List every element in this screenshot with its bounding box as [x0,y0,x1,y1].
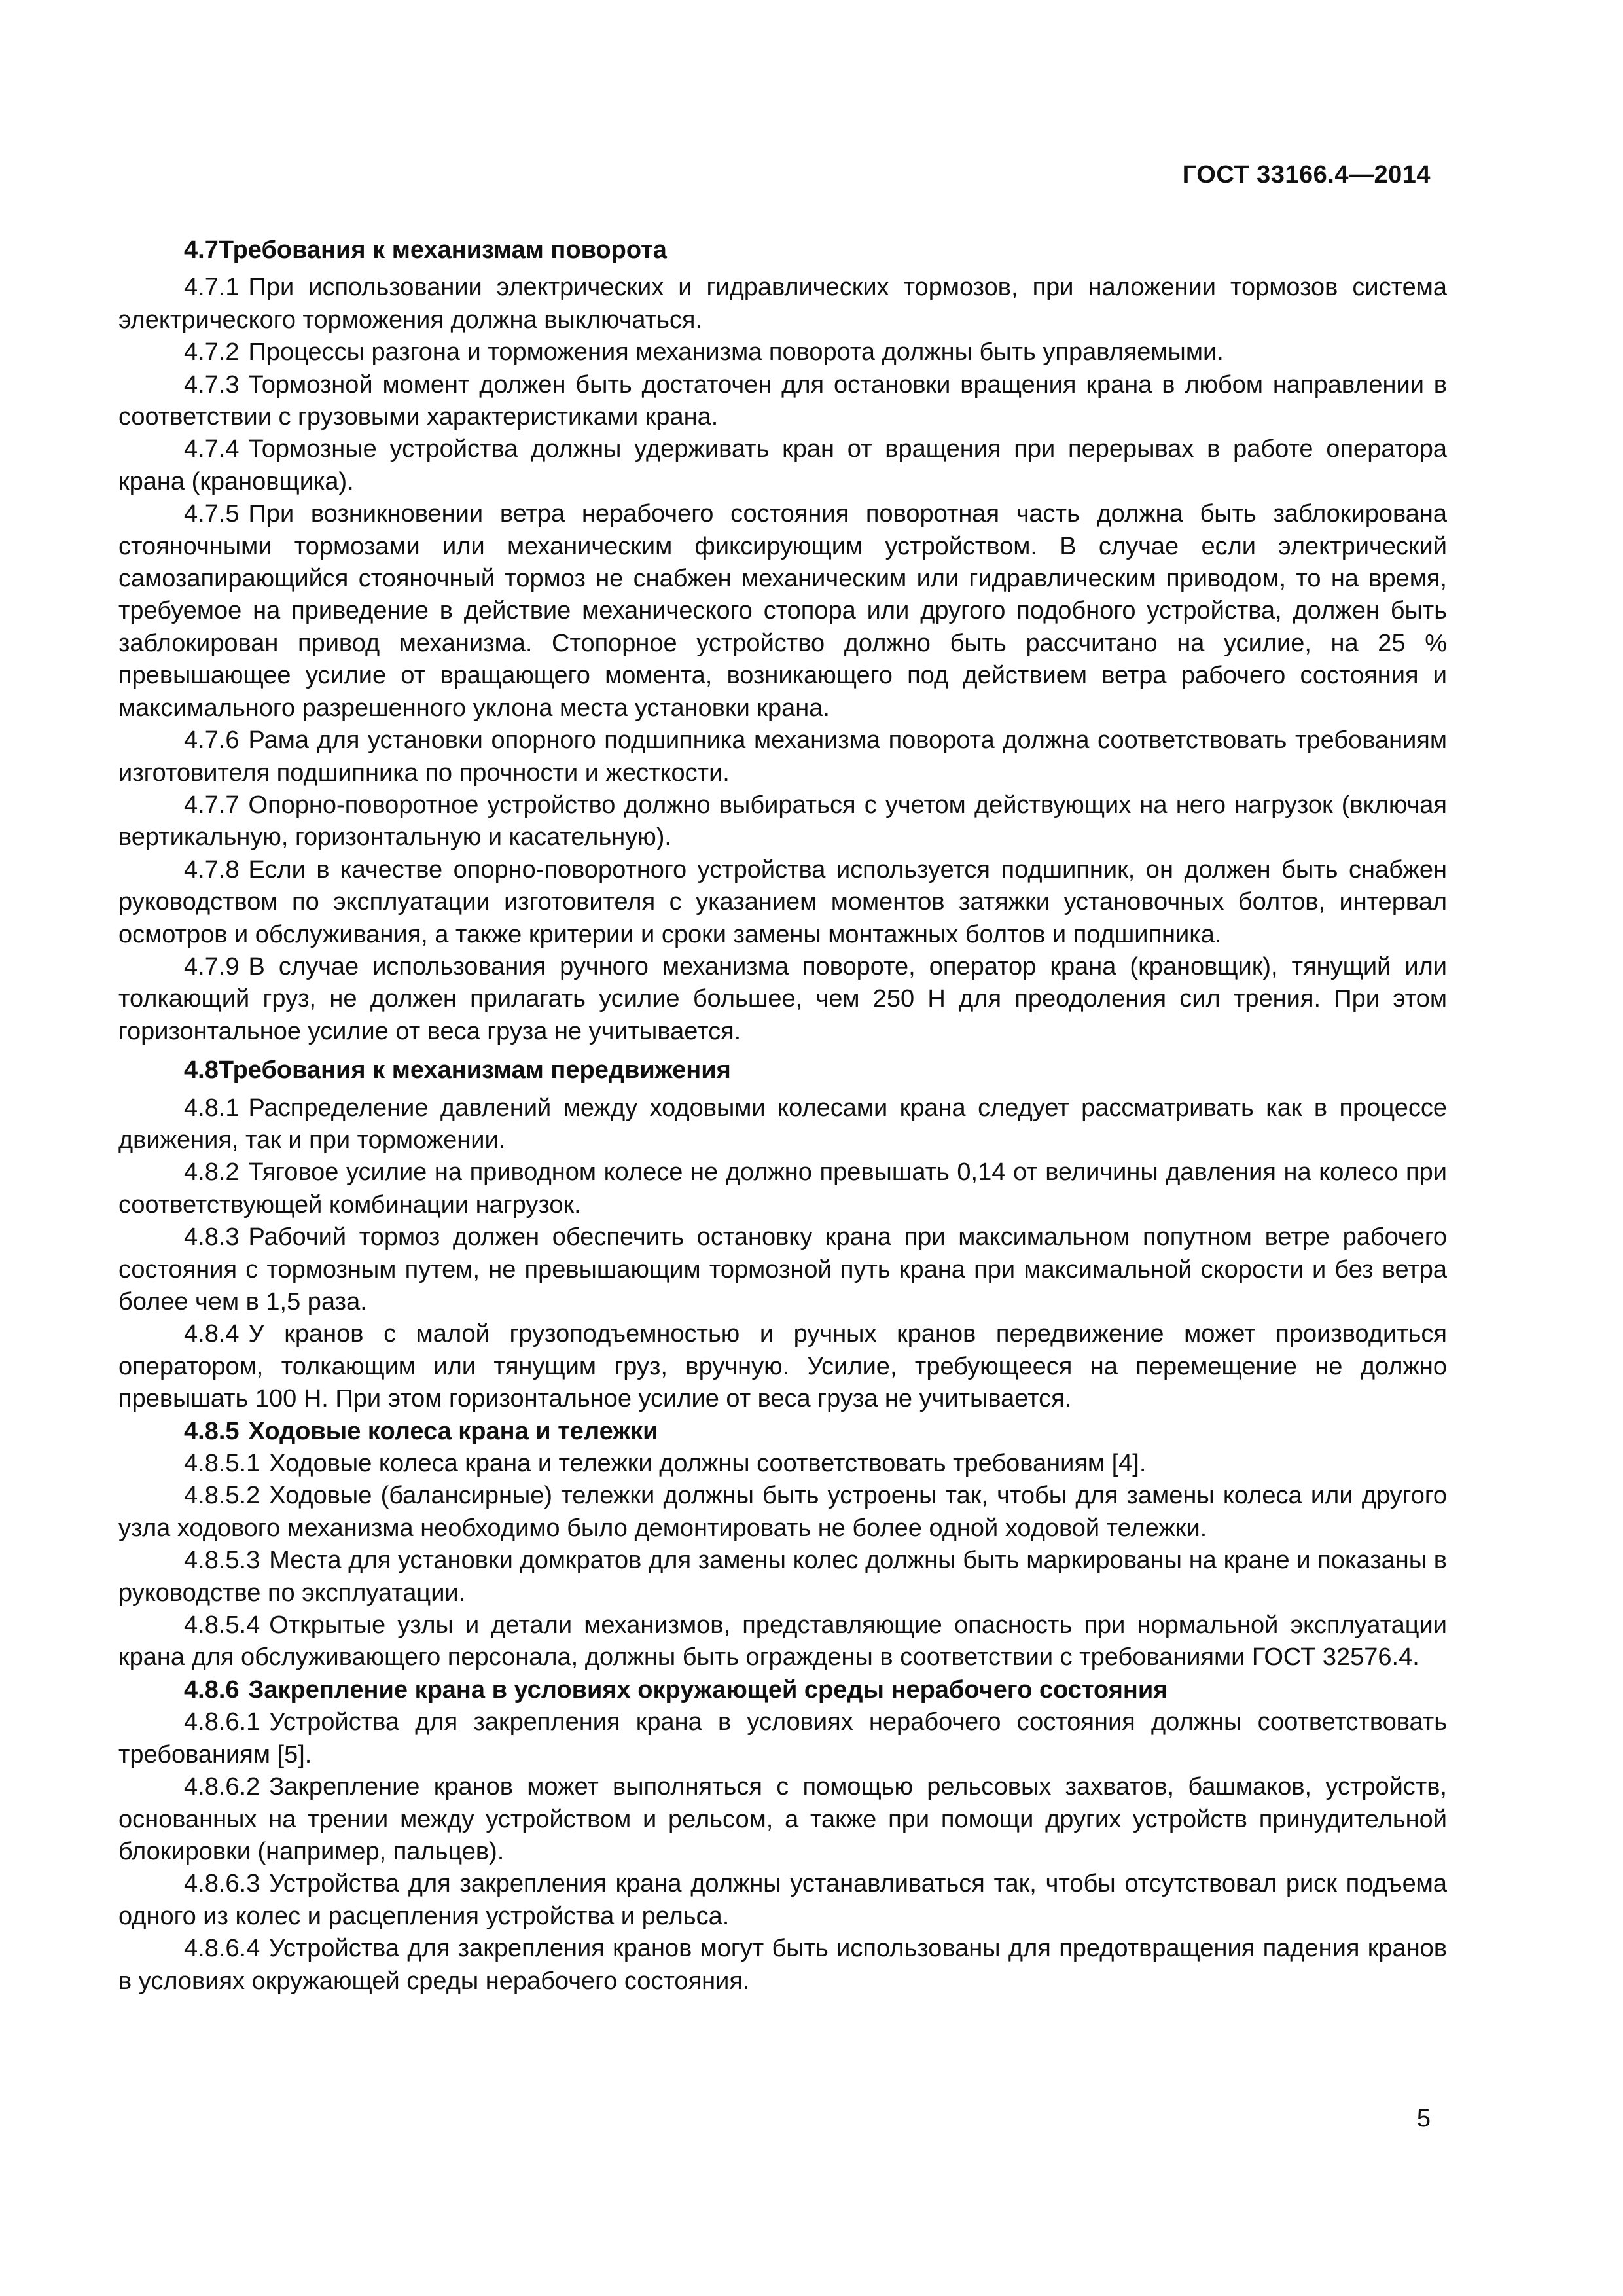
clause-number: 4.7.7 [184,791,240,819]
clause-paragraph [118,789,1447,854]
clause-paragraph [118,1480,1447,1545]
clause-text: Ходовые колеса крана и тележки [248,1417,658,1445]
clause-number: 4.7.1 [184,274,240,302]
clause-number: 4.8.6.3 [184,1870,260,1898]
clause-number: 4.7.6 [184,726,240,755]
clause-paragraph [118,951,1447,1048]
clause-paragraph [118,272,1447,336]
document-body [118,228,1447,1998]
clause-number: 4.8 [184,1056,219,1085]
clause-text: Требования к механизмам передвижения [218,1056,731,1085]
clause-number: 4.8.5.2 [184,1482,260,1510]
clause-text: Закрепление кранов может выполняться с помощью рельсовых захватов, башмаков, устройств, основанных на трении между устройством и рельсом, а также при помощи других устройств принудительной блокировки (например, пальцев). [118,1773,1447,1865]
clause-text: Устройства для закрепления крана в условиях нерабочего состояния должны соответствовать требованиям [5]. [118,1708,1447,1768]
clause-text: Тяговое усилие на приводном колесе не должно превышать 0,14 от величины давления на колесо при соответствующей комбинации нагрузок. [118,1158,1447,1219]
clause-number: 4.7 [184,236,219,264]
clause-text: Опорно-поворотное устройство должно выбираться с учетом действующих на него нагрузок (включая вертикальную, горизонтальную и касательную). [118,791,1447,852]
clause-number: 4.7.5 [184,500,240,528]
clause-number: 4.7.3 [184,370,240,399]
clause-number: 4.8.4 [184,1320,240,1348]
clause-text: Процессы разгона и торможения механизма поворота должны быть управляемыми. [248,338,1224,367]
clause-paragraph [118,498,1447,725]
clause-text: Устройства для закрепления крана должны устанавливаться так, чтобы отсутствовал риск подъема одного из колес и расцепления устройства и рельса. [118,1870,1447,1930]
clause-number: 4.8.3 [184,1223,240,1251]
section-heading [118,1054,1447,1086]
clause-text: Тормозной момент должен быть достаточен для остановки вращения крана в любом направлении в соответствии с грузовыми характеристиками крана. [118,370,1447,431]
clause-number: 4.7.2 [184,338,240,367]
clause-number: 4.8.1 [184,1094,240,1122]
clause-text: У кранов с малой грузоподъемностью и ручных кранов передвижение может производиться оператором, толкающим или тянущим груз, вручную. Усилие, требующееся на перемещение не должно превышать 100 Н. При этом горизонтальное усилие от веса груза не учитывается. [118,1320,1447,1413]
clause-text: Рама для установки опорного подшипника механизма поворота должна соответствовать требованиям изготовителя подшипника по прочности и жесткости. [118,726,1447,787]
clause-paragraph [118,1448,1447,1480]
clause-text: При возникновении ветра нерабочего состояния поворотная часть должна быть заблокирована стояночными тормозами или механическим фиксирующим устройством. В случае если электрический самозапирающийся стояночный тормоз не снабжен механическим или гидравлическим приводом, то на время, требуемое на приведение в действие механического стопора или другого подобного устройства, должен быть заблокирован привод механизма. Стопорное устройство должно быть рассчитано на усилие, на 25 % превышающее усилие от вращающего момента, возникающего под действием ветра рабочего состояния и максимального разрешенного уклона места установки крана. [118,500,1447,722]
clause-text: При использовании электрических и гидравлических тормозов, при наложении тормозов система электрического торможения должна выключаться. [118,274,1447,334]
clause-paragraph [118,369,1447,434]
clause-paragraph [118,1157,1447,1221]
clause-paragraph [118,725,1447,789]
clause-text: Если в качестве опорно-поворотного устройства используется подшипник, он должен быть снабжен руководством по эксплуатации изготовителя с указанием моментов затяжки установочных болтов, интервал осмотров и обслуживания, а также критерии и сроки замены монтажных болтов и подшипника. [118,855,1447,948]
clause-number: 4.7.8 [184,855,240,884]
clause-paragraph [118,1868,1447,1933]
subsection-heading [118,1416,1447,1448]
clause-paragraph [118,433,1447,498]
clause-paragraph [118,1609,1447,1674]
clause-text: Ходовые (балансирные) тележки должны быть устроены так, чтобы для замены колеса или другого узла ходового механизма необходимо было демонтировать не более одной ходовой тележки. [118,1482,1447,1542]
clause-number: 4.8.6.1 [184,1708,260,1736]
section-heading [118,234,1447,266]
clause-number: 4.7.9 [184,952,240,980]
document-standard-id: ГОСТ 33166.4—2014 [1182,161,1431,188]
clause-number: 4.8.6.4 [184,1935,260,1963]
clause-number: 4.8.5 [184,1417,240,1445]
clause-paragraph [118,1706,1447,1771]
clause-number: 4.7.4 [184,435,240,463]
clause-paragraph [118,336,1447,368]
clause-paragraph [118,1771,1447,1868]
clause-number: 4.8.6 [184,1676,240,1704]
clause-paragraph [118,1092,1447,1157]
clause-paragraph [118,1318,1447,1415]
clause-text: Устройства для закрепления кранов могут быть использованы для предотвращения падения кранов в условиях окружающей среды нерабочего состояния. [118,1935,1447,1995]
page-number: 5 [1416,2105,1431,2132]
clause-text: Ходовые колеса крана и тележки должны соответствовать требованиям [4]. [269,1450,1147,1478]
clause-text: Требования к механизмам поворота [218,236,667,264]
clause-text: В случае использования ручного механизма повороте, оператор крана (крановщик), тянущий или толкающий груз, не должен прилагать усилие большее, чем 250 Н для преодоления сил трения. При этом горизонтальное усилие от веса груза не учитывается. [118,952,1447,1045]
clause-text: Закрепление крана в условиях окружающей среды нерабочего состояния [248,1676,1168,1704]
clause-text: Тормозные устройства должны удерживать кран от вращения при перерывах в работе оператора крана (крановщика). [118,435,1447,495]
subsection-heading [118,1674,1447,1706]
clause-text: Распределение давлений между ходовыми колесами крана следует рассматривать как в процессе движения, так и при торможении. [118,1094,1447,1154]
clause-text: Открытые узлы и детали механизмов, представляющие опасность при нормальной эксплуатации крана для обслуживающего персонала, должны быть ограждены в соответствии с требованиями ГОСТ 32576.4. [118,1611,1447,1672]
clause-number: 4.8.6.2 [184,1773,260,1801]
clause-number: 4.8.2 [184,1158,240,1187]
clause-text: Рабочий тормоз должен обеспечить остановку крана при максимальном попутном ветре рабочего состояния с тормозным путем, не превышающим тормозной путь крана при максимальной скорости и без ветра более чем в 1,5 раза. [118,1223,1447,1316]
clause-number: 4.8.5.3 [184,1547,260,1575]
clause-paragraph [118,1545,1447,1609]
clause-text: Места для установки домкратов для замены колес должны быть маркированы на кране и показаны в руководстве по эксплуатации. [118,1547,1447,1607]
clause-paragraph [118,1933,1447,1998]
clause-paragraph [118,854,1447,951]
clause-number: 4.8.5.1 [184,1450,260,1478]
clause-number: 4.8.5.4 [184,1611,260,1640]
clause-paragraph [118,1221,1447,1318]
